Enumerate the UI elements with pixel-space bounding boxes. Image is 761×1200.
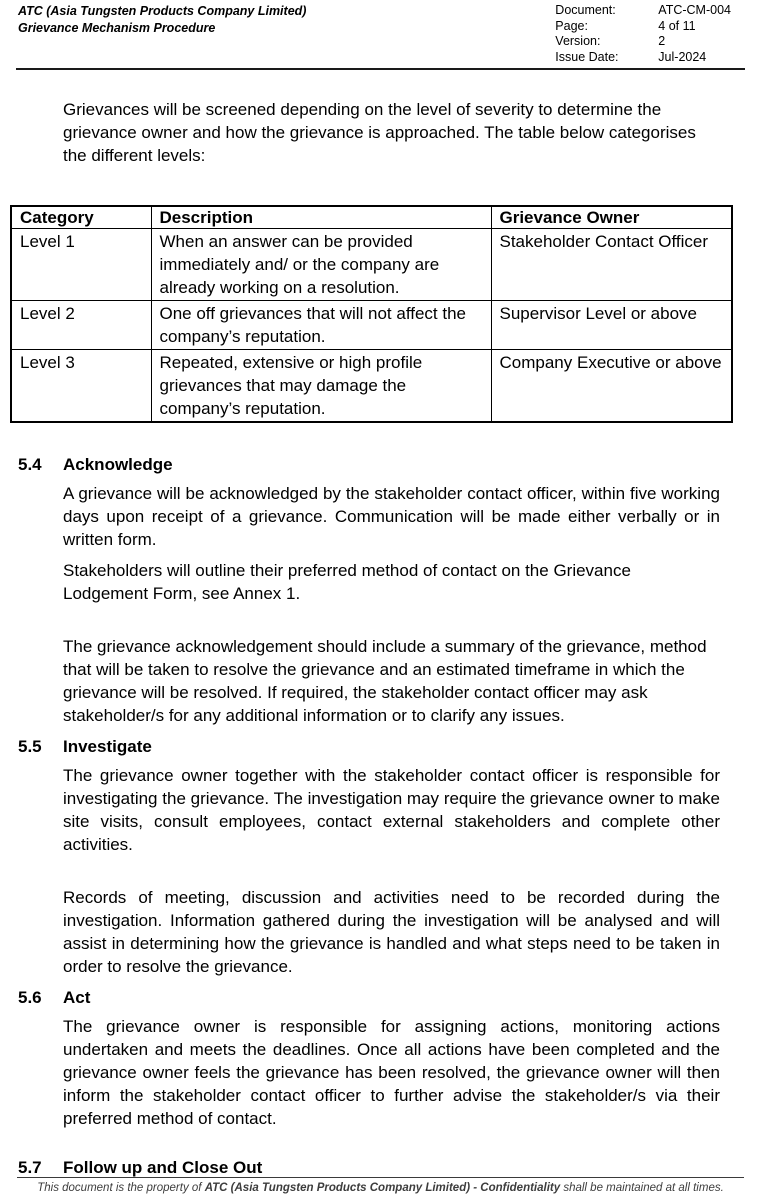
section-heading-follow-up-close-out bbox=[18, 1156, 761, 1179]
company-name: ATC (Asia Tungsten Products Company Limited) bbox=[18, 4, 307, 18]
procedure-title: Grievance Mechanism Procedure bbox=[18, 21, 216, 35]
footer-text-emphasis: ATC (Asia Tungsten Products Company Limited) - Confidentiality bbox=[204, 1182, 561, 1194]
footer-text-suffix: shall be maintained at all times. bbox=[560, 1182, 724, 1194]
section-number: 5.5 bbox=[18, 737, 42, 756]
meta-value-page: 4 of 11 bbox=[658, 18, 696, 33]
section-heading-act bbox=[18, 986, 761, 1009]
header-meta-block bbox=[555, 3, 745, 65]
section-title: Act bbox=[63, 988, 91, 1007]
paragraph: Stakeholders will outline their preferred method of contact on the Grievance Lodgement Form, see Annex 1. bbox=[63, 561, 631, 603]
section-body-act bbox=[0, 1015, 761, 1130]
section-body-investigate bbox=[0, 764, 761, 978]
intro-paragraph: Grievances will be screened depending on the level of severity to determine the grievance owner and how the grievance is approached. The table below categorises the different levels: bbox=[63, 100, 696, 165]
section-heading-acknowledge bbox=[18, 453, 761, 476]
cell-description: Repeated, extensive or high profile grievances that may damage the company’s reputation. bbox=[151, 350, 491, 423]
paragraph: The grievance owner is responsible for assigning actions, monitoring actions undertaken and meets the deadlines. Once all actions have been completed and the grievance owner feels the grievance has been resolved, the grievance owner will then inform the stakeholder contact officer to further advise the stakeholder/s via their preferred method of contact. bbox=[63, 1017, 720, 1128]
meta-value-document: ATC-CM-004 bbox=[658, 3, 731, 17]
section-number: 5.4 bbox=[18, 455, 42, 474]
cell-owner: Company Executive or above bbox=[491, 350, 732, 423]
meta-label-issue-date: Issue Date: bbox=[555, 49, 619, 64]
column-header-description: Description bbox=[151, 206, 491, 229]
severity-levels-table bbox=[10, 205, 733, 423]
cell-category: Level 1 bbox=[11, 229, 151, 301]
section-number: 5.6 bbox=[18, 988, 42, 1007]
cell-category: Level 2 bbox=[11, 301, 151, 350]
cell-owner: Supervisor Level or above bbox=[491, 301, 732, 350]
paragraph: Records of meeting, discussion and activities need to be recorded during the investigation. Information gathered during the investigation will be analysed and will assist in determining how the grievance is handled and what steps need to be taken in order to resolve the grievance. bbox=[63, 888, 720, 976]
paragraph: A grievance will be acknowledged by the stakeholder contact officer, within five working days upon receipt of a grievance. Communication will be made either verbally or in written form. bbox=[63, 484, 720, 549]
meta-label-page: Page: bbox=[555, 18, 588, 33]
meta-label-version: Version: bbox=[555, 34, 601, 48]
section-title: Investigate bbox=[63, 737, 152, 756]
cell-owner: Stakeholder Contact Officer bbox=[491, 229, 732, 301]
meta-value-issue-date: Jul-2024 bbox=[658, 49, 707, 64]
cell-description: One off grievances that will not affect the company’s reputation. bbox=[151, 301, 491, 350]
section-body-acknowledge bbox=[0, 482, 761, 727]
cell-description: When an answer can be provided immediately and/ or the company are already working on a resolution. bbox=[151, 229, 491, 301]
table-row-level-1 bbox=[11, 229, 732, 301]
paragraph: The grievance acknowledgement should include a summary of the grievance, method that will be taken to resolve the grievance and an estimated timeframe in which the grievance will be resolved. If required, the stakeholder contact officer may ask stakeholder/s for any additional information or to clarify any issues. bbox=[63, 637, 707, 725]
section-number: 5.7 bbox=[18, 1158, 42, 1177]
footer-text-prefix: This document is the property of bbox=[37, 1182, 205, 1194]
header-title-block bbox=[16, 3, 306, 37]
document-header bbox=[16, 0, 745, 70]
table-header-row bbox=[11, 206, 732, 229]
meta-label-document: Document: bbox=[555, 3, 616, 17]
document-footer bbox=[17, 1177, 744, 1196]
table-row-level-2 bbox=[11, 301, 732, 350]
column-header-category: Category bbox=[11, 206, 151, 229]
section-heading-investigate bbox=[18, 735, 761, 758]
cell-category: Level 3 bbox=[11, 350, 151, 423]
section-title: Follow up and Close Out bbox=[63, 1158, 263, 1177]
column-header-grievance-owner: Grievance Owner bbox=[491, 206, 732, 229]
meta-value-version: 2 bbox=[658, 34, 666, 48]
table-row-level-3 bbox=[11, 350, 732, 423]
section-title: Acknowledge bbox=[63, 455, 173, 474]
paragraph: The grievance owner together with the stakeholder contact officer is responsible for investigating the grievance. The investigation may require the grievance owner to make site visits, consult employees, contact external stakeholders and complete other activities. bbox=[63, 766, 720, 854]
